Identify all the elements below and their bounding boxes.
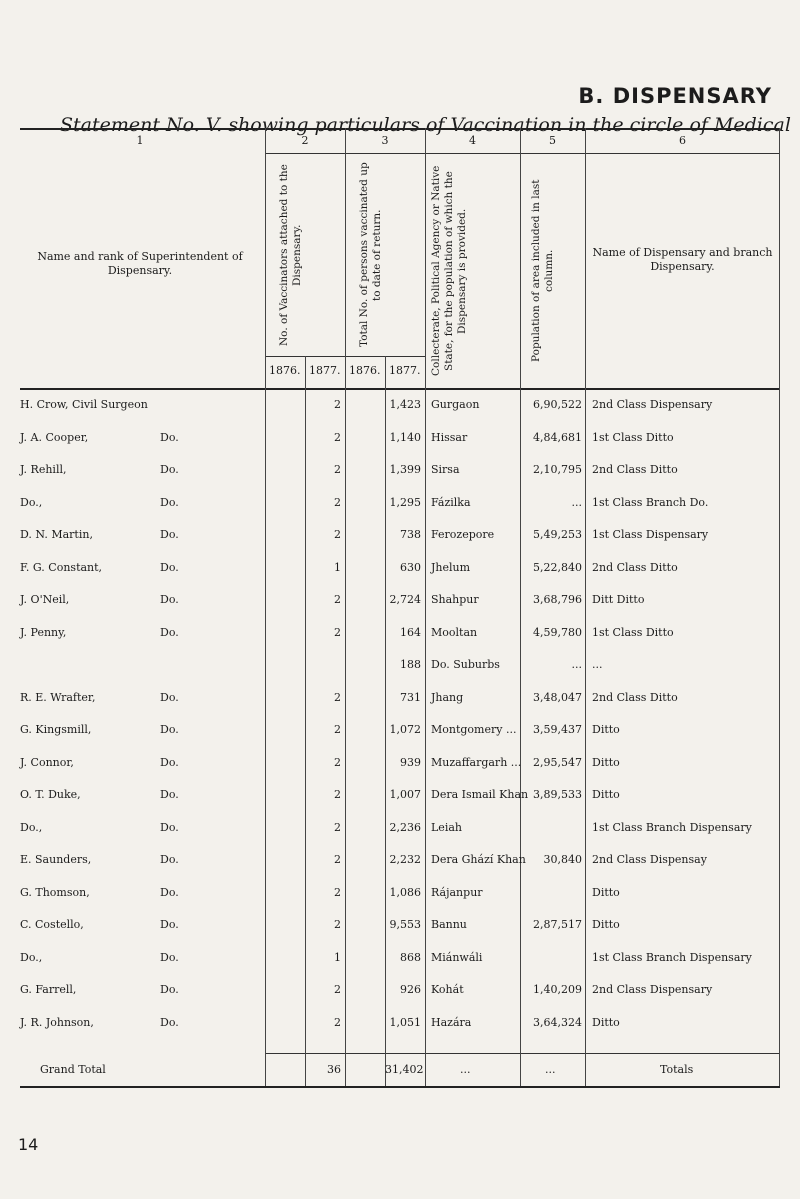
total-vaccinators: 36 xyxy=(327,1063,341,1076)
row-name: J. O'Neil, xyxy=(20,593,70,606)
row-rank: Do. xyxy=(160,821,179,834)
row-total-vaccinated: 1,295 xyxy=(389,496,421,509)
rule-colnum xyxy=(265,153,780,154)
year-1877-a: 1877. xyxy=(309,364,341,377)
header-collecterate: Collecterate, Political Agency or Native State, for the population of which the Dispensary is provided. xyxy=(430,165,468,377)
row-rank: Do. xyxy=(160,496,179,509)
row-area: Jhang xyxy=(431,691,464,704)
row-population: 3,89,533 xyxy=(533,788,582,801)
row-name: J. A. Cooper, xyxy=(20,431,89,444)
row-dispensary: Ditto xyxy=(592,886,620,899)
row-name: H. Crow, Civil Surgeon xyxy=(20,398,148,411)
row-total-vaccinated: 2,724 xyxy=(389,593,421,606)
row-name: Do., xyxy=(20,496,43,509)
vrule-4 xyxy=(520,128,521,1086)
row-area: Fázilka xyxy=(431,496,471,509)
row-dispensary: 1st Class Branch Do. xyxy=(592,496,709,509)
row-dispensary: Ditto xyxy=(592,756,620,769)
row-dispensary: 1st Class Branch Dispensary xyxy=(592,821,752,834)
vrule-right xyxy=(779,128,780,1086)
row-rank: Do. xyxy=(160,918,179,931)
row-vaccinators: 1 xyxy=(334,561,341,574)
row-total-vaccinated: 2,236 xyxy=(389,821,421,834)
row-rank: Do. xyxy=(160,951,179,964)
row-name: Do., xyxy=(20,951,43,964)
col-number-2: 2 xyxy=(301,134,309,147)
page-header: B. DISPENSARY xyxy=(578,84,772,108)
row-area: Shahpur xyxy=(431,593,479,606)
vrule-1 xyxy=(265,128,266,1086)
row-total-vaccinated: 1,007 xyxy=(389,788,421,801)
row-total-vaccinated: 1,140 xyxy=(389,431,421,444)
total-dispensary: Totals xyxy=(660,1063,694,1076)
row-name: O. T. Duke, xyxy=(20,788,81,801)
row-name: Do., xyxy=(20,821,43,834)
row-total-vaccinated: 9,553 xyxy=(389,918,421,931)
row-total-vaccinated: 868 xyxy=(400,951,421,964)
row-dispensary: 1st Class Ditto xyxy=(592,431,674,444)
row-name: F. G. Constant, xyxy=(20,561,103,574)
row-population: 1,40,209 xyxy=(533,983,582,996)
row-vaccinators: 2 xyxy=(334,431,341,444)
row-vaccinators: 2 xyxy=(334,528,341,541)
row-rank: Do. xyxy=(160,593,179,606)
row-area: Do. Suburbs xyxy=(431,658,500,671)
row-area: Montgomery ... xyxy=(431,723,517,736)
row-total-vaccinated: 731 xyxy=(400,691,421,704)
row-dispensary: 1st Class Branch Dispensary xyxy=(592,951,752,964)
row-total-vaccinated: 2,232 xyxy=(389,853,421,866)
row-name: J. Penny, xyxy=(20,626,67,639)
row-dispensary: 2nd Class Dispensary xyxy=(592,398,713,411)
row-population: 4,59,780 xyxy=(533,626,582,639)
row-dispensary: 2nd Class Ditto xyxy=(592,463,678,476)
col-number-6: 6 xyxy=(679,134,686,147)
row-rank: Do. xyxy=(160,463,179,476)
row-dispensary: 1st Class Dispensary xyxy=(592,528,709,541)
row-vaccinators: 2 xyxy=(334,886,341,899)
row-dispensary: Ditto xyxy=(592,918,620,931)
row-area: Gurgaon xyxy=(431,398,480,411)
row-rank: Do. xyxy=(160,431,179,444)
row-population: 3,68,796 xyxy=(533,593,582,606)
row-area: Ferozepore xyxy=(431,528,495,541)
row-dispensary: Ditto xyxy=(592,788,620,801)
row-name: C. Costello, xyxy=(20,918,84,931)
rule-total xyxy=(265,1053,780,1054)
row-total-vaccinated: 630 xyxy=(400,561,421,574)
row-dispensary: 2nd Class Ditto xyxy=(592,561,678,574)
row-rank: Do. xyxy=(160,691,179,704)
row-dispensary: 1st Class Ditto xyxy=(592,626,674,639)
col-number-4: 4 xyxy=(469,134,476,147)
row-area: Sirsa xyxy=(431,463,460,476)
row-vaccinators: 2 xyxy=(334,496,341,509)
row-population: ... xyxy=(571,658,582,671)
row-dispensary: 2nd Class Dispensay xyxy=(592,853,707,866)
row-area: Jhelum xyxy=(431,561,471,574)
row-dispensary: Ditto xyxy=(592,723,620,736)
total-label: Grand Total xyxy=(40,1063,106,1076)
row-dispensary: 2nd Class Dispensary xyxy=(592,983,713,996)
rule-top xyxy=(20,128,780,130)
row-total-vaccinated: 1,399 xyxy=(389,463,421,476)
vaccination-table xyxy=(20,134,780,1108)
header-dispensary: Name of Dispensary and branch Dispensary. xyxy=(592,246,773,273)
row-rank: Do. xyxy=(160,853,179,866)
total-area: ... xyxy=(460,1063,471,1076)
row-vaccinators: 2 xyxy=(334,788,341,801)
row-area: Mooltan xyxy=(431,626,478,639)
row-vaccinators: 2 xyxy=(334,983,341,996)
row-rank: Do. xyxy=(160,561,179,574)
row-total-vaccinated: 188 xyxy=(400,658,421,671)
row-vaccinators: 2 xyxy=(334,463,341,476)
row-total-vaccinated: 939 xyxy=(400,756,421,769)
row-name: G. Thomson, xyxy=(20,886,90,899)
col-number-5: 5 xyxy=(549,134,556,147)
year-1876-b: 1876. xyxy=(349,364,381,377)
vrule-3 xyxy=(425,128,426,1086)
row-area: Dera Ismail Khan xyxy=(431,788,529,801)
row-population: ... xyxy=(571,496,582,509)
rule-bottom xyxy=(20,1086,780,1088)
col-number-1: 1 xyxy=(136,134,144,147)
row-dispensary: Ditt Ditto xyxy=(592,593,645,606)
row-rank: Do. xyxy=(160,528,179,541)
row-population: 3,48,047 xyxy=(533,691,582,704)
row-vaccinators: 2 xyxy=(334,398,341,411)
row-vaccinators: 2 xyxy=(334,853,341,866)
row-total-vaccinated: 926 xyxy=(400,983,421,996)
row-vaccinators: 2 xyxy=(334,723,341,736)
row-dispensary: 2nd Class Ditto xyxy=(592,691,678,704)
row-population: 4,84,681 xyxy=(533,431,582,444)
row-population: 30,840 xyxy=(543,853,582,866)
row-area: Dera Ghází Khan xyxy=(431,853,526,866)
row-area: Hazára xyxy=(431,1016,472,1029)
row-name: J. Connor, xyxy=(20,756,74,769)
row-vaccinators: 2 xyxy=(334,593,341,606)
row-population: 3,59,437 xyxy=(533,723,582,736)
header-superintendent: Name and rank of Superintendent of Dispensary. xyxy=(37,250,243,277)
row-area: Leiah xyxy=(431,821,462,834)
row-area: Bannu xyxy=(431,918,467,931)
row-vaccinators: 1 xyxy=(334,951,341,964)
row-population: 2,87,517 xyxy=(533,918,582,931)
row-rank: Do. xyxy=(160,1016,179,1029)
row-total-vaccinated: 1,051 xyxy=(389,1016,421,1029)
row-population: 3,64,324 xyxy=(533,1016,582,1029)
row-population: 2,95,547 xyxy=(533,756,582,769)
row-area: Miánwáli xyxy=(431,951,483,964)
row-vaccinators: 2 xyxy=(334,918,341,931)
rule-header-bottom xyxy=(20,388,780,390)
row-dispensary: ... xyxy=(592,658,603,671)
row-total-vaccinated: 1,072 xyxy=(389,723,421,736)
row-area: Kohát xyxy=(431,983,464,996)
year-1877-b: 1877. xyxy=(389,364,421,377)
row-total-vaccinated: 164 xyxy=(400,626,421,639)
page-number: 14 xyxy=(18,1135,39,1154)
row-rank: Do. xyxy=(160,788,179,801)
total-vaccinated: 31,402 xyxy=(385,1063,424,1076)
row-population: 5,49,253 xyxy=(533,528,582,541)
row-rank: Do. xyxy=(160,723,179,736)
row-vaccinators: 2 xyxy=(334,691,341,704)
row-rank: Do. xyxy=(160,886,179,899)
row-name: J. Rehill, xyxy=(20,463,67,476)
year-1876-a: 1876. xyxy=(269,364,301,377)
header-total-vaccinated: Total No. of persons vaccinated up to date of return. xyxy=(358,162,383,348)
row-population: 2,10,795 xyxy=(533,463,582,476)
row-name: E. Saunders, xyxy=(20,853,92,866)
vrule-2 xyxy=(345,128,346,1086)
page-title: Statement No. V. showing particulars of Vaccination in the circle of Medical xyxy=(60,114,791,136)
row-vaccinators: 2 xyxy=(334,1016,341,1029)
row-total-vaccinated: 1,423 xyxy=(389,398,421,411)
row-total-vaccinated: 1,086 xyxy=(389,886,421,899)
row-name: D. N. Martin, xyxy=(20,528,93,541)
row-vaccinators: 2 xyxy=(334,626,341,639)
header-vaccinators: No. of Vaccinators attached to the Dispensary. xyxy=(278,164,303,346)
row-area: Rájanpur xyxy=(431,886,483,899)
vrule-5 xyxy=(585,128,586,1086)
row-name: G. Farrell, xyxy=(20,983,77,996)
row-area: Muzaffargarh ... xyxy=(431,756,522,769)
col-number-3: 3 xyxy=(381,134,389,147)
row-dispensary: Ditto xyxy=(592,1016,620,1029)
row-name: R. E. Wrafter, xyxy=(20,691,96,704)
header-population: Population of area included in last column. xyxy=(530,179,555,363)
total-population: ... xyxy=(545,1063,556,1076)
row-population: 5,22,840 xyxy=(533,561,582,574)
row-population: 6,90,522 xyxy=(533,398,582,411)
row-rank: Do. xyxy=(160,983,179,996)
row-rank: Do. xyxy=(160,626,179,639)
row-vaccinators: 2 xyxy=(334,756,341,769)
row-vaccinators: 2 xyxy=(334,821,341,834)
row-rank: Do. xyxy=(160,756,179,769)
row-area: Hissar xyxy=(431,431,468,444)
row-total-vaccinated: 738 xyxy=(400,528,421,541)
row-name: J. R. Johnson, xyxy=(20,1016,94,1029)
row-name: G. Kingsmill, xyxy=(20,723,92,736)
